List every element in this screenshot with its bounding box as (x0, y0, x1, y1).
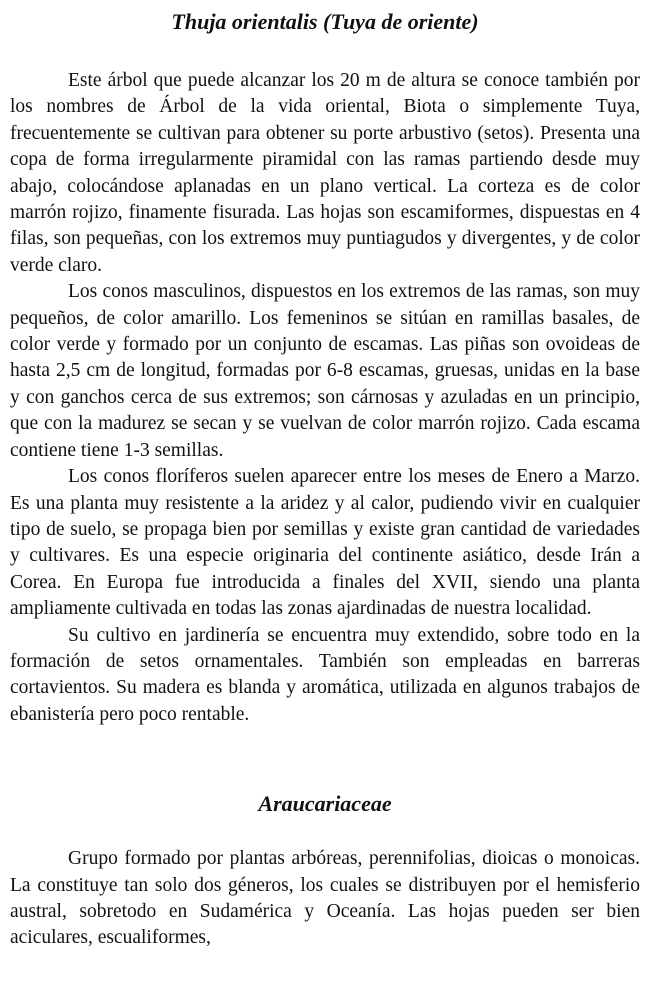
paragraph-group: Grupo formado por plantas arbóreas, perennifolias, dioicas o monoicas. La constituye tan solo dos géneros, los cuales se distribuyen por el hemisferio austral, sobretodo en Sudamérica y Oceanía. Las hojas pueden ser bien aciculares, escualiformes, (10, 848, 640, 949)
paragraph-flowering: Los conos floríferos suelen aparecer entre los meses de Enero a Marzo. Es una planta muy resistente a la aridez y al calor, pudiendo vivir en cualquier tipo de suelo, se propaga bien por semillas y existe gran cantidad de variedades y cultivares. Es una especie originaria del continente asiático, desde Irán a Corea. En Europa fue introducida a finales del XVII, siendo una planta ampliamente cultivada en todas las zonas ajardinadas de nuestra localidad. (10, 466, 640, 620)
section-heading-araucariaceae: Araucariaceae (258, 791, 392, 817)
paragraph-cultivation: Su cultivo en jardinería se encuentra muy extendido, sobre todo en la formación de setos ornamentales. También son empleadas en barreras cortavientos. Su madera es blanda y aromática, utilizada en algunos trabajos de ebanistería pero poco rentable. (10, 624, 640, 725)
section-body-thuja (10, 68, 640, 728)
paragraph-description: Este árbol que puede alcanzar los 20 m de altura se conoce también por los nombres de Árbol de la vida oriental, Biota o simplemente Tuya, frecuentemente se cultivan para obtener su porte arbustivo (setos). Presenta una copa de forma irregularmente piramidal con las ramas partiendo desde muy abajo, colocándose aplanadas en un plano vertical. La corteza es de color marrón rojizo, finamente fisurada. Las hojas son escamiformes, dispuestas en 4 filas, son pequeñas, con los extremos muy puntiagudos y divergentes, y de color verde claro. (10, 70, 640, 276)
section-body-araucariaceae (10, 846, 640, 952)
paragraph-cones: Los conos masculinos, dispuestos en los extremos de las ramas, son muy pequeños, de color amarillo. Los femeninos se sitúan en ramillas basales, de color verde y formado por un conjunto de escamas. Las piñas son ovoideas de hasta 2,5 cm de longitud, formadas por 6-8 escamas, gruesas, unidas en la base y con ganchos cerca de sus extremos; son cárnosas y azuladas en un principio, que con la madurez se secan y se vuelvan de color marrón rojizo. Cada escama contiene tiene 1-3 semillas. (10, 281, 640, 461)
document-page (10, 0, 640, 952)
section-heading-thuja: Thuja orientalis (Tuya de oriente) (171, 9, 479, 34)
